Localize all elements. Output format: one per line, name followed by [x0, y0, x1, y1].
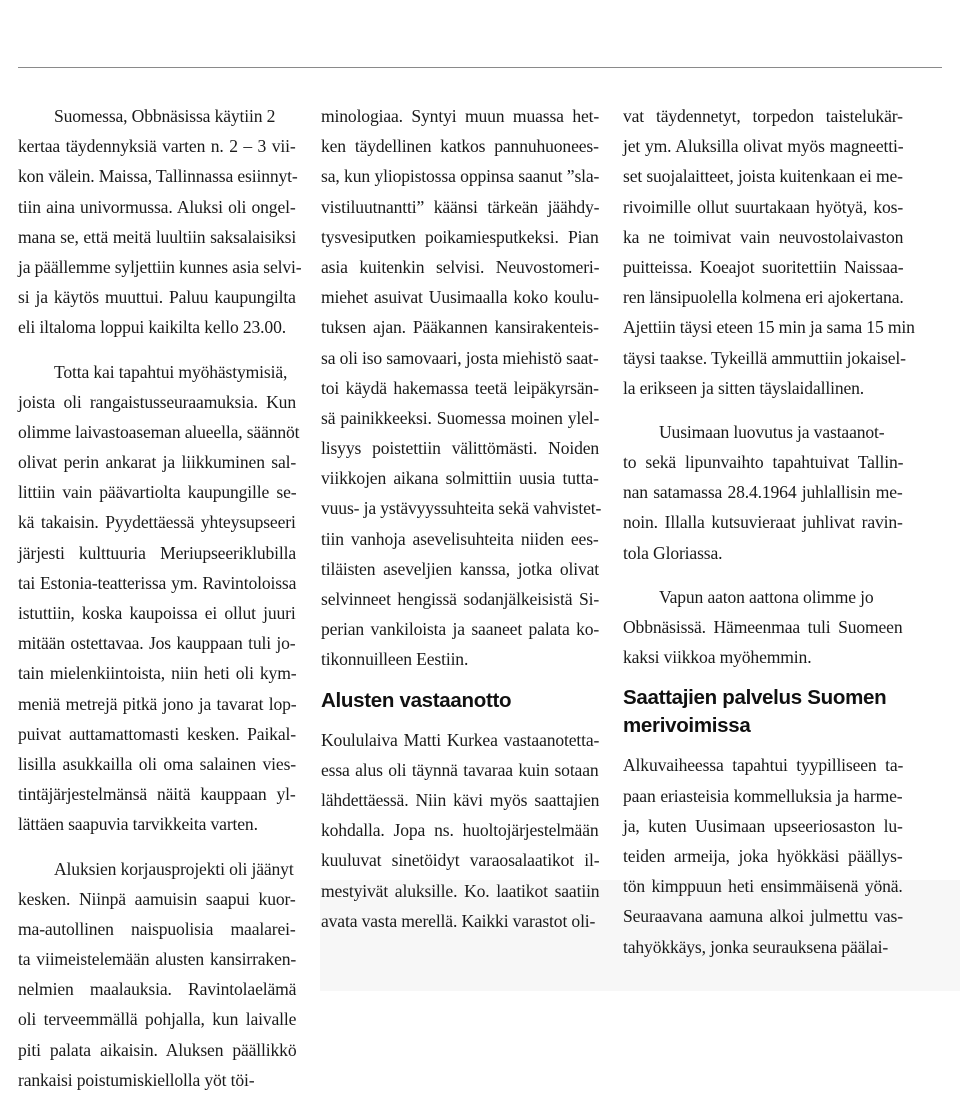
text-line: miehet asuivat Uusimaalla koko koulu- — [321, 282, 599, 312]
text-line: nan satamassa 28.4.1964 juhlallisin me- — [623, 477, 903, 507]
section-heading — [321, 687, 599, 715]
text-line: Koululaiva Matti Kurkea vastaanotetta- — [321, 725, 599, 755]
text-line: mestyivät aluksille. Ko. laatikot saatiin — [321, 876, 599, 906]
text-line: set suojalaitteet, joista kuitenkaan ei me- — [623, 161, 903, 191]
text-line: perian vankiloista ja saaneet palata ko- — [321, 614, 599, 644]
text-line: järjesti kulttuuria Meriupseeriklubilla — [18, 538, 296, 568]
text-column-3 — [623, 101, 903, 962]
text-line: lähdettäessä. Niin kävi myös saattajien — [321, 785, 599, 815]
text-line: rankaisi poistumiskiellolla yöt töi- — [18, 1065, 296, 1095]
text-line: sa, kun yliopistossa oppinsa saanut ”sla- — [321, 161, 599, 191]
section-heading — [623, 684, 903, 740]
header-rule — [18, 67, 942, 68]
text-line: kuuluvat sinetöidyt varaosalaatikot il- — [321, 845, 599, 875]
text-line: toi käydä hakemassa teetä leipäkyrsän- — [321, 373, 599, 403]
section-heading-line: Alusten vastaanotto — [321, 687, 599, 715]
text-line: ma-autollinen naispuolisia maalarei- — [18, 914, 296, 944]
paragraph — [321, 725, 599, 936]
paragraph — [18, 854, 296, 1095]
text-line: eli iltaloma loppui kaikilta kello 23.00. — [18, 312, 296, 342]
text-line: Aluksien korjausprojekti oli jäänyt — [18, 854, 296, 884]
text-line: tahyökkäys, jonka seurauksena päälai- — [623, 932, 903, 962]
text-line: viikkojen aikana solmittiin uusia tutta- — [321, 463, 599, 493]
text-line: tysvesiputken poikamiesputkeksi. Pian — [321, 222, 599, 252]
text-column-1 — [18, 101, 296, 1095]
text-line: kaksi viikkoa myöhemmin. — [623, 642, 903, 672]
text-line: meniä metrejä pitkä jono ja tavarat lop- — [18, 689, 296, 719]
text-line: ja päällemme syljettiin kunnes asia selvi- — [18, 252, 296, 282]
text-line: Ajettiin täysi eteen 15 min ja sama 15 min — [623, 312, 903, 342]
text-line: kertaa täydennyksiä varten n. 2 – 3 vii- — [18, 131, 296, 161]
paragraph-gap — [623, 568, 903, 582]
text-line: paan eriasteisia kommelluksia ja harme- — [623, 781, 903, 811]
text-line: Obbnäsissä. Hämeenmaa tuli Suomeen — [623, 612, 903, 642]
text-line: kä takaisin. Pyydettäessä yhteysupseeri — [18, 507, 296, 537]
text-line: lisilla asukkailla oli oma salainen vies- — [18, 749, 296, 779]
text-line: si ja käytös muuttui. Paluu kaupungilta — [18, 282, 296, 312]
text-line: ren länsipuolella kolmena eri ajokertana. — [623, 282, 903, 312]
text-line: tikonnuilleen Eestiin. — [321, 644, 599, 674]
text-line: istuttiin, koska kaupoissa ei ollut juuri — [18, 598, 296, 628]
text-line: tiläisten aseveljien kanssa, jotka olivat — [321, 554, 599, 584]
text-line: Uusimaan luovutus ja vastaanot- — [623, 417, 903, 447]
text-line: täysi taakse. Tykeillä ammuttiin jokaisel- — [623, 343, 903, 373]
text-line: vuus- ja ystävyyssuhteita sekä vahvistet- — [321, 493, 599, 523]
text-line: mitään ostettavaa. Jos kauppaan tuli jo- — [18, 628, 296, 658]
text-line: vistiluutnantti” käänsi tärkeän jäähdy- — [321, 192, 599, 222]
text-line: vat täydennetyt, torpedon taistelukär- — [623, 101, 903, 131]
text-line: noin. Illalla kutsuvieraat juhlivat ravin- — [623, 507, 903, 537]
paragraph-gap — [18, 840, 296, 854]
text-line: jet ym. Aluksilla olivat myös magneetti- — [623, 131, 903, 161]
text-line: tuksen ajan. Pääkannen kansirakenteis- — [321, 312, 599, 342]
text-line: tiin vanhoja asevelisuhteita niiden ees- — [321, 524, 599, 554]
text-line: Alkuvaiheessa tapahtui tyypilliseen ta- — [623, 750, 903, 780]
text-line: Totta kai tapahtui myöhästymisiä, — [18, 357, 296, 387]
text-line: tön kimppuun heti ensimmäisenä yönä. — [623, 871, 903, 901]
text-line: puivat auttamattomasti kesken. Paikal- — [18, 719, 296, 749]
text-line: tintäjärjestelmänsä näitä kauppaan yl- — [18, 779, 296, 809]
paragraph — [623, 101, 903, 403]
text-line: ka ne toimivat vain neuvostolaivaston — [623, 222, 903, 252]
text-line: tai Estonia-teatterissa ym. Ravintoloissa — [18, 568, 296, 598]
text-line: nelmien maalauksia. Ravintolaelämä — [18, 974, 296, 1004]
text-line: Vapun aaton aattona olimme jo — [623, 582, 903, 612]
text-line: lättäen saapuvia tarvikkeita varten. — [18, 809, 296, 839]
text-line: rivoimille ollut suurtakaan hyötyä, kos- — [623, 192, 903, 222]
section-heading-line: Saattajien palvelus Suomen — [623, 684, 903, 712]
text-line: lisyys poistettiin välittömästi. Noiden — [321, 433, 599, 463]
text-line: olivat perin ankarat ja liikkuminen sal- — [18, 447, 296, 477]
text-line: piti palata aikaisin. Aluksen päällikkö — [18, 1035, 296, 1065]
text-line: ja, kuten Uusimaan upseeriosaston lu- — [623, 811, 903, 841]
paragraph — [623, 582, 903, 673]
text-line: avata vasta merellä. Kaikki varastot oli- — [321, 906, 599, 936]
paragraph — [321, 101, 599, 675]
text-line: joista oli rangaistusseuraamuksia. Kun — [18, 387, 296, 417]
text-line: essa alus oli täynnä tavaraa kuin sotaan — [321, 755, 599, 785]
paragraph — [18, 101, 296, 343]
text-line: sa oli iso samovaari, josta miehistö saat- — [321, 343, 599, 373]
text-line: Suomessa, Obbnäsissa käytiin 2 — [18, 101, 296, 131]
paragraph — [623, 750, 903, 961]
text-line: sä painikkeeksi. Suomessa moinen ylel- — [321, 403, 599, 433]
text-line: la erikseen ja sitten täyslaidallinen. — [623, 373, 903, 403]
text-line: tain mielenkiintoista, niin heti oli kym- — [18, 658, 296, 688]
text-line: kesken. Niinpä aamuisin saapui kuor- — [18, 884, 296, 914]
text-line: ta viimeistelemään alusten kansirraken- — [18, 944, 296, 974]
text-line: mana se, että meitä luultiin saksalaisiksi — [18, 222, 296, 252]
text-line: ken täydellinen katkos pannuhuonees- — [321, 131, 599, 161]
text-line: to sekä lipunvaihto tapahtuivat Tallin- — [623, 447, 903, 477]
text-line: teiden armeija, joka hyökkäsi päällys- — [623, 841, 903, 871]
paragraph — [18, 357, 296, 840]
text-line: minologiaa. Syntyi muun muassa het- — [321, 101, 599, 131]
paragraph-gap — [623, 403, 903, 417]
text-line: olimme laivastoaseman alueella, säännöt — [18, 417, 296, 447]
paragraph — [623, 417, 903, 568]
section-heading-line: merivoimissa — [623, 712, 903, 740]
text-line: littiin vain päävartiolta kaupungille se- — [18, 477, 296, 507]
text-line: puitteissa. Koeajot suoritettiin Naissaa- — [623, 252, 903, 282]
text-line: kon välein. Maissa, Tallinnassa esiinnyt- — [18, 161, 296, 191]
text-line: Seuraavana aamuna alkoi julmettu vas- — [623, 901, 903, 931]
text-line: tiin aina univormussa. Aluksi oli ongel- — [18, 192, 296, 222]
text-line: kohdalla. Jopa ns. huoltojärjestelmään — [321, 815, 599, 845]
paragraph-gap — [18, 343, 296, 357]
text-line: asia kuitenkin selvisi. Neuvostomeri- — [321, 252, 599, 282]
text-column-2 — [321, 101, 599, 936]
text-line: oli terveemmällä pohjalla, kun laivalle — [18, 1004, 296, 1034]
text-line: tola Gloriassa. — [623, 538, 903, 568]
text-line: selvinneet hengissä sodanjälkeisistä Si- — [321, 584, 599, 614]
